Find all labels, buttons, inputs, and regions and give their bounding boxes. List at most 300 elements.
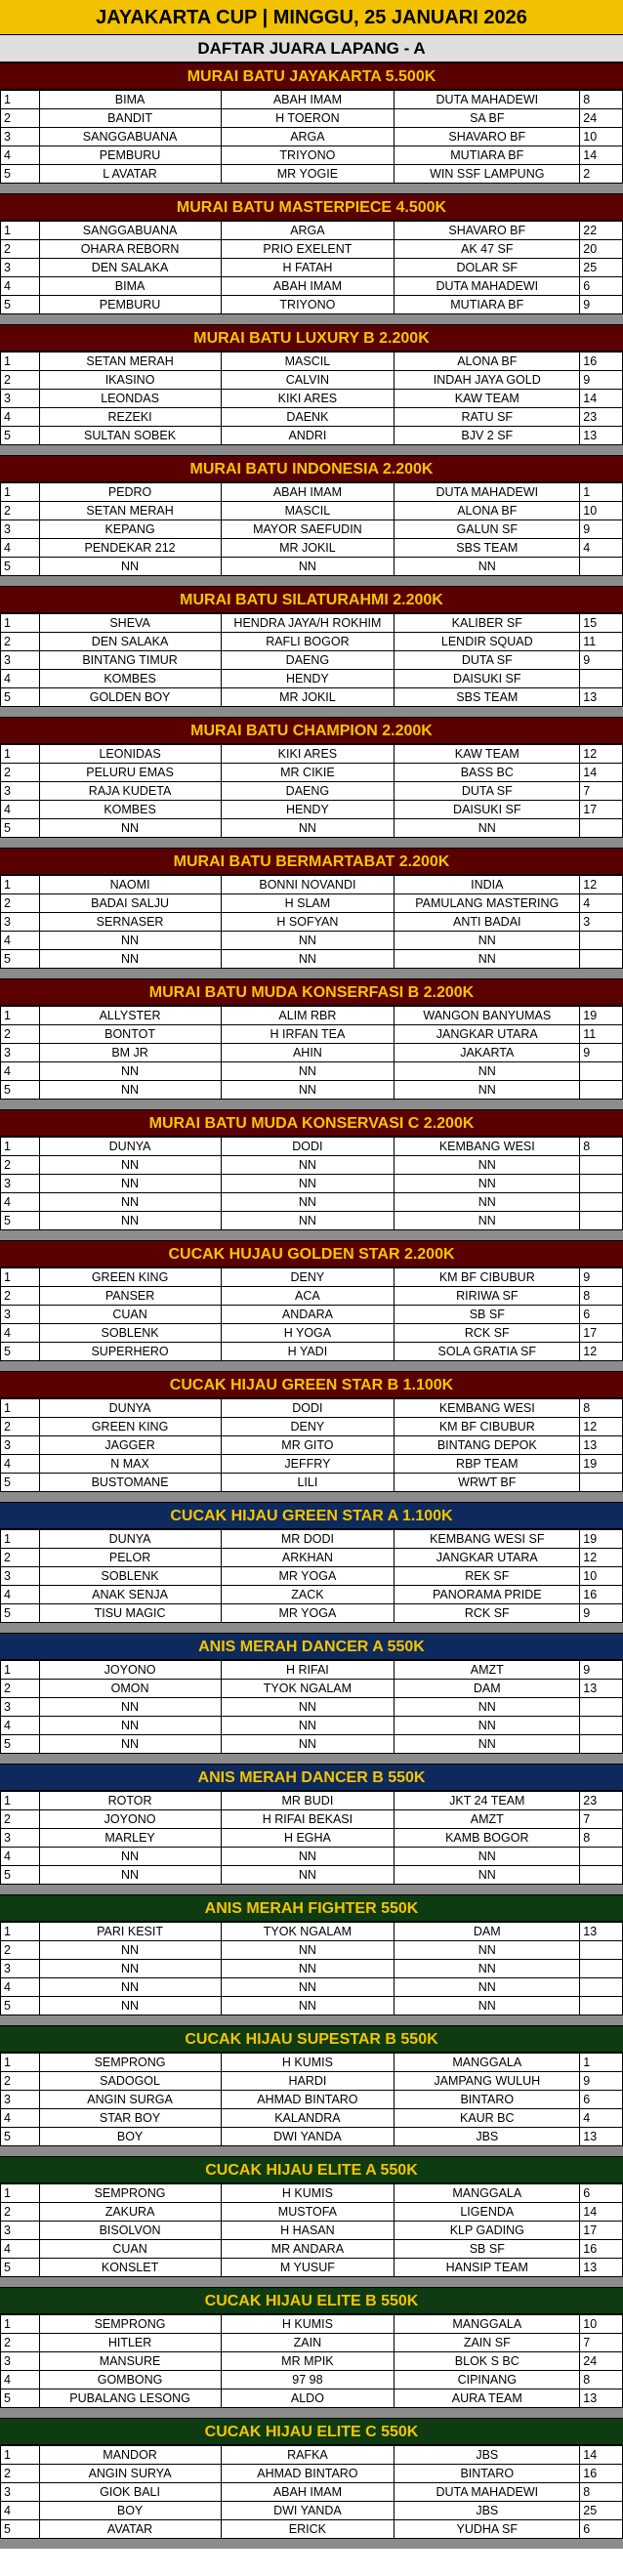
cell-owner: H HASAN bbox=[221, 2222, 395, 2240]
cell-rank: 2 bbox=[1, 240, 40, 259]
table-row bbox=[1, 1455, 623, 1474]
cell-bird: ANGIN SURGA bbox=[39, 2091, 221, 2109]
cell-num: 6 bbox=[580, 277, 623, 296]
cell-owner: RAFLI BOGOR bbox=[221, 633, 395, 651]
table-row bbox=[1, 2203, 623, 2222]
table-row bbox=[1, 277, 623, 296]
cell-owner: H FATAH bbox=[221, 259, 395, 277]
cell-rank: 4 bbox=[1, 932, 40, 950]
table-row bbox=[1, 2240, 623, 2259]
cell-rank: 5 bbox=[1, 296, 40, 314]
cell-num: 16 bbox=[580, 2465, 623, 2483]
cell-owner: NN bbox=[221, 950, 395, 969]
cell-owner: NN bbox=[221, 1212, 395, 1230]
table-row bbox=[1, 688, 623, 707]
cell-rank: 5 bbox=[1, 165, 40, 184]
cell-team: KEMBANG WESI bbox=[395, 1138, 580, 1156]
cell-owner: ABAH IMAM bbox=[221, 277, 395, 296]
cell-owner: AHIN bbox=[221, 1044, 395, 1062]
cell-owner: MR ANDARA bbox=[221, 2240, 395, 2259]
section-divider bbox=[0, 1754, 623, 1764]
cell-num: 13 bbox=[580, 2259, 623, 2277]
table-row bbox=[1, 2483, 623, 2502]
cell-owner: H SOFYAN bbox=[221, 913, 395, 932]
cell-team: SBS TEAM bbox=[395, 539, 580, 558]
cell-num: 14 bbox=[580, 2446, 623, 2465]
cell-num bbox=[580, 950, 623, 969]
cell-rank: 4 bbox=[1, 277, 40, 296]
table-row bbox=[1, 1193, 623, 1212]
cell-owner: ABAH IMAM bbox=[221, 2483, 395, 2502]
cell-team: MUTIARA BF bbox=[395, 296, 580, 314]
table-row bbox=[1, 2389, 623, 2408]
cell-rank: 3 bbox=[1, 1044, 40, 1062]
cell-rank: 5 bbox=[1, 1604, 40, 1623]
cell-num: 17 bbox=[580, 801, 623, 819]
cell-num: 12 bbox=[580, 1549, 623, 1567]
section-title: CUCAK HIJAU ELITE A 550K bbox=[0, 2156, 623, 2183]
cell-team: SHAVARO BF bbox=[395, 128, 580, 146]
cell-team: SHAVARO BF bbox=[395, 222, 580, 240]
table-row bbox=[1, 1866, 623, 1885]
cell-owner: DAENG bbox=[221, 651, 395, 670]
cell-team: JBS bbox=[395, 2502, 580, 2520]
cell-team: DAISUKI SF bbox=[395, 670, 580, 688]
cell-num bbox=[580, 1175, 623, 1193]
cell-rank: 2 bbox=[1, 2203, 40, 2222]
cell-num: 9 bbox=[580, 651, 623, 670]
cell-owner: MR JOKIL bbox=[221, 539, 395, 558]
cell-owner: H RIFAI bbox=[221, 1661, 395, 1680]
cell-num: 14 bbox=[580, 2203, 623, 2222]
section-divider bbox=[0, 838, 623, 848]
table-row bbox=[1, 1941, 623, 1960]
cell-rank: 1 bbox=[1, 1007, 40, 1025]
cell-bird: ROTOR bbox=[39, 1792, 221, 1810]
cell-owner: 97 98 bbox=[221, 2371, 395, 2389]
cell-rank: 5 bbox=[1, 688, 40, 707]
cell-bird: ALLYSTER bbox=[39, 1007, 221, 1025]
cell-rank: 4 bbox=[1, 670, 40, 688]
cell-bird: NN bbox=[39, 1848, 221, 1866]
cell-team: JBS bbox=[395, 2446, 580, 2465]
page-title: JAYAKARTA CUP | MINGGU, 25 JANUARI 2026 bbox=[0, 0, 623, 35]
table-row bbox=[1, 353, 623, 371]
cell-team: BLOK S BC bbox=[395, 2352, 580, 2371]
cell-bird: GREEN KING bbox=[39, 1268, 221, 1287]
results-table bbox=[0, 221, 623, 314]
cell-team: KAUR BC bbox=[395, 2109, 580, 2128]
section-title: MURAI BATU MUDA KONSERVASI C 2.200K bbox=[0, 1109, 623, 1137]
cell-num: 23 bbox=[580, 408, 623, 427]
cell-bird: MANSURE bbox=[39, 2352, 221, 2371]
cell-rank: 5 bbox=[1, 2259, 40, 2277]
table-row bbox=[1, 1848, 623, 1866]
table-row bbox=[1, 539, 623, 558]
cell-num: 9 bbox=[580, 1268, 623, 1287]
table-row bbox=[1, 1418, 623, 1436]
cell-rank: 3 bbox=[1, 2483, 40, 2502]
cell-bird: KEPANG bbox=[39, 520, 221, 539]
cell-team: RIRIWA SF bbox=[395, 1287, 580, 1306]
cell-num: 11 bbox=[580, 633, 623, 651]
table-row bbox=[1, 1829, 623, 1848]
table-row bbox=[1, 2128, 623, 2146]
cell-rank: 5 bbox=[1, 1474, 40, 1492]
cell-team: LENDIR SQUAD bbox=[395, 633, 580, 651]
cell-bird: NN bbox=[39, 932, 221, 950]
cell-team: DUTA MAHADEWI bbox=[395, 483, 580, 502]
section-divider bbox=[0, 1361, 623, 1371]
cell-team: NN bbox=[395, 819, 580, 838]
cell-team: NN bbox=[395, 1156, 580, 1175]
cell-team: INDIA bbox=[395, 876, 580, 894]
page-subtitle: DAFTAR JUARA LAPANG - A bbox=[0, 35, 623, 62]
result-section bbox=[0, 586, 623, 717]
cell-bird: BOY bbox=[39, 2502, 221, 2520]
cell-rank: 4 bbox=[1, 1586, 40, 1604]
cell-team: NN bbox=[395, 1717, 580, 1735]
cell-bird: SUPERHERO bbox=[39, 1343, 221, 1361]
cell-num bbox=[580, 558, 623, 576]
cell-team: DAM bbox=[395, 1680, 580, 1698]
table-row bbox=[1, 651, 623, 670]
section-divider bbox=[0, 2277, 623, 2287]
cell-bird: JAGGER bbox=[39, 1436, 221, 1455]
cell-team: BASS BC bbox=[395, 764, 580, 782]
cell-rank: 1 bbox=[1, 1661, 40, 1680]
cell-bird: BISOLVON bbox=[39, 2222, 221, 2240]
cell-bird: KOMBES bbox=[39, 801, 221, 819]
section-divider bbox=[0, 1623, 623, 1633]
results-table bbox=[0, 1398, 623, 1492]
cell-team: SB SF bbox=[395, 1306, 580, 1324]
cell-num: 22 bbox=[580, 222, 623, 240]
cell-bird: PEDRO bbox=[39, 483, 221, 502]
cell-owner: ALIM RBR bbox=[221, 1007, 395, 1025]
cell-bird: BADAI SALJU bbox=[39, 894, 221, 913]
table-row bbox=[1, 1735, 623, 1754]
cell-rank: 3 bbox=[1, 651, 40, 670]
cell-team: KALIBER SF bbox=[395, 614, 580, 633]
table-row bbox=[1, 222, 623, 240]
results-table bbox=[0, 1529, 623, 1623]
cell-owner: NN bbox=[221, 1698, 395, 1717]
cell-rank: 4 bbox=[1, 146, 40, 165]
table-row bbox=[1, 502, 623, 520]
cell-owner: NN bbox=[221, 1062, 395, 1081]
cell-team: DUTA SF bbox=[395, 651, 580, 670]
cell-num: 6 bbox=[580, 1306, 623, 1324]
cell-rank: 5 bbox=[1, 1081, 40, 1100]
cell-bird: SOBLENK bbox=[39, 1567, 221, 1586]
cell-team: AMZT bbox=[395, 1661, 580, 1680]
results-table bbox=[0, 1922, 623, 2015]
cell-bird: BANDIT bbox=[39, 109, 221, 128]
result-section bbox=[0, 1633, 623, 1764]
table-row bbox=[1, 1997, 623, 2015]
table-row bbox=[1, 2184, 623, 2203]
cell-rank: 4 bbox=[1, 1717, 40, 1735]
cell-rank: 1 bbox=[1, 353, 40, 371]
cell-bird: DUNYA bbox=[39, 1138, 221, 1156]
cell-team: SB SF bbox=[395, 2240, 580, 2259]
cell-team: BINTARO bbox=[395, 2091, 580, 2109]
section-divider bbox=[0, 707, 623, 717]
cell-rank: 4 bbox=[1, 1324, 40, 1343]
cell-owner: ANDARA bbox=[221, 1306, 395, 1324]
cell-owner: NN bbox=[221, 1941, 395, 1960]
cell-bird: N MAX bbox=[39, 1455, 221, 1474]
cell-bird: NN bbox=[39, 1193, 221, 1212]
cell-num bbox=[580, 1848, 623, 1866]
cell-owner: NN bbox=[221, 1175, 395, 1193]
results-table bbox=[0, 613, 623, 707]
cell-bird: GOLDEN BOY bbox=[39, 688, 221, 707]
section-title: CUCAK HIJAU ELITE B 550K bbox=[0, 2287, 623, 2314]
cell-bird: STAR BOY bbox=[39, 2109, 221, 2128]
cell-owner: ACA bbox=[221, 1287, 395, 1306]
table-row bbox=[1, 1175, 623, 1193]
cell-team: MANGGALA bbox=[395, 2315, 580, 2334]
cell-rank: 4 bbox=[1, 1062, 40, 1081]
cell-team: DAM bbox=[395, 1923, 580, 1941]
table-row bbox=[1, 1138, 623, 1156]
cell-bird: BOY bbox=[39, 2128, 221, 2146]
table-row bbox=[1, 801, 623, 819]
cell-num: 25 bbox=[580, 2502, 623, 2520]
cell-bird: KONSLET bbox=[39, 2259, 221, 2277]
cell-team: BINTARO bbox=[395, 2465, 580, 2483]
cell-owner: MR JOKIL bbox=[221, 688, 395, 707]
table-row bbox=[1, 520, 623, 539]
result-section bbox=[0, 1371, 623, 1502]
table-row bbox=[1, 2446, 623, 2465]
cell-owner: KIKI ARES bbox=[221, 390, 395, 408]
cell-owner: ALDO bbox=[221, 2389, 395, 2408]
section-title: ANIS MERAH FIGHTER 550K bbox=[0, 1894, 623, 1922]
cell-bird: NN bbox=[39, 1698, 221, 1717]
cell-num: 9 bbox=[580, 296, 623, 314]
cell-team: MANGGALA bbox=[395, 2184, 580, 2203]
cell-owner: DAENK bbox=[221, 408, 395, 427]
cell-team: NN bbox=[395, 932, 580, 950]
table-row bbox=[1, 782, 623, 801]
table-row bbox=[1, 1604, 623, 1623]
table-row bbox=[1, 1306, 623, 1324]
cell-num: 23 bbox=[580, 1792, 623, 1810]
cell-rank: 3 bbox=[1, 782, 40, 801]
cell-owner: MR YOGIE bbox=[221, 165, 395, 184]
cell-rank: 5 bbox=[1, 2520, 40, 2539]
cell-team: NN bbox=[395, 1175, 580, 1193]
cell-num bbox=[580, 1866, 623, 1885]
cell-rank: 3 bbox=[1, 1567, 40, 1586]
cell-owner: MR GITO bbox=[221, 1436, 395, 1455]
table-row bbox=[1, 1474, 623, 1492]
table-row bbox=[1, 2502, 623, 2520]
results-table bbox=[0, 1267, 623, 1361]
cell-owner: AHMAD BINTARO bbox=[221, 2091, 395, 2109]
cell-num: 13 bbox=[580, 688, 623, 707]
cell-owner: H EGHA bbox=[221, 1829, 395, 1848]
cell-bird: SANGGABUANA bbox=[39, 128, 221, 146]
cell-team: KAMB BOGOR bbox=[395, 1829, 580, 1848]
cell-rank: 1 bbox=[1, 614, 40, 633]
section-title: MURAI BATU LUXURY B 2.200K bbox=[0, 324, 623, 352]
section-title: ANIS MERAH DANCER B 550K bbox=[0, 1764, 623, 1791]
cell-rank: 1 bbox=[1, 483, 40, 502]
table-row bbox=[1, 1549, 623, 1567]
table-row bbox=[1, 614, 623, 633]
result-section bbox=[0, 1764, 623, 1894]
cell-owner: BONNI NOVANDI bbox=[221, 876, 395, 894]
cell-team: NN bbox=[395, 1997, 580, 2015]
section-title: MURAI BATU MASTERPIECE 4.500K bbox=[0, 193, 623, 221]
cell-team: AK 47 SF bbox=[395, 240, 580, 259]
cell-num: 16 bbox=[580, 2240, 623, 2259]
cell-team: NN bbox=[395, 1941, 580, 1960]
table-row bbox=[1, 390, 623, 408]
cell-rank: 1 bbox=[1, 1923, 40, 1941]
cell-bird: DUNYA bbox=[39, 1399, 221, 1418]
cell-team: WIN SSF LAMPUNG bbox=[395, 165, 580, 184]
cell-num bbox=[580, 1941, 623, 1960]
cell-num: 4 bbox=[580, 2109, 623, 2128]
table-row bbox=[1, 819, 623, 838]
cell-num: 10 bbox=[580, 2315, 623, 2334]
cell-bird: NN bbox=[39, 1062, 221, 1081]
cell-rank: 5 bbox=[1, 1997, 40, 2015]
cell-num: 19 bbox=[580, 1455, 623, 1474]
cell-num: 9 bbox=[580, 1604, 623, 1623]
table-row bbox=[1, 1212, 623, 1230]
cell-bird: CUAN bbox=[39, 1306, 221, 1324]
table-row bbox=[1, 1287, 623, 1306]
cell-owner: NN bbox=[221, 932, 395, 950]
section-title: MURAI BATU CHAMPION 2.200K bbox=[0, 717, 623, 744]
cell-owner: ANDRI bbox=[221, 427, 395, 445]
cell-num: 12 bbox=[580, 745, 623, 764]
results-table bbox=[0, 2183, 623, 2277]
cell-num: 12 bbox=[580, 1343, 623, 1361]
cell-rank: 4 bbox=[1, 801, 40, 819]
table-row bbox=[1, 1062, 623, 1081]
cell-team: JAKARTA bbox=[395, 1044, 580, 1062]
cell-num bbox=[580, 1193, 623, 1212]
cell-owner: NN bbox=[221, 1848, 395, 1866]
result-section bbox=[0, 848, 623, 978]
cell-rank: 1 bbox=[1, 876, 40, 894]
cell-num bbox=[580, 1960, 623, 1978]
table-row bbox=[1, 1156, 623, 1175]
table-row bbox=[1, 1661, 623, 1680]
cell-rank: 1 bbox=[1, 91, 40, 109]
section-title: CUCAK HIJAU GREEN STAR B 1.100K bbox=[0, 1371, 623, 1398]
cell-bird: NN bbox=[39, 1735, 221, 1754]
cell-num: 2 bbox=[580, 165, 623, 184]
cell-bird: NAOMI bbox=[39, 876, 221, 894]
cell-owner: H KUMIS bbox=[221, 2184, 395, 2203]
section-title: CUCAK HIJAU ELITE C 550K bbox=[0, 2418, 623, 2445]
cell-owner: NN bbox=[221, 1978, 395, 1997]
cell-bird: NN bbox=[39, 558, 221, 576]
cell-num: 16 bbox=[580, 1586, 623, 1604]
cell-rank: 1 bbox=[1, 222, 40, 240]
cell-bird: GOMBONG bbox=[39, 2371, 221, 2389]
cell-bird: PUBALANG LESONG bbox=[39, 2389, 221, 2408]
cell-bird: NN bbox=[39, 1717, 221, 1735]
cell-rank: 3 bbox=[1, 2222, 40, 2240]
cell-team: NN bbox=[395, 1978, 580, 1997]
cell-team: BJV 2 SF bbox=[395, 427, 580, 445]
table-row bbox=[1, 950, 623, 969]
cell-team: KAW TEAM bbox=[395, 390, 580, 408]
cell-rank: 2 bbox=[1, 764, 40, 782]
cell-team: INDAH JAYA GOLD bbox=[395, 371, 580, 390]
cell-num: 8 bbox=[580, 2371, 623, 2389]
cell-rank: 5 bbox=[1, 950, 40, 969]
cell-owner: NN bbox=[221, 1997, 395, 2015]
cell-num: 17 bbox=[580, 1324, 623, 1343]
cell-owner: MR YOGA bbox=[221, 1604, 395, 1623]
table-row bbox=[1, 1436, 623, 1455]
cell-rank: 3 bbox=[1, 520, 40, 539]
cell-team: KM BF CIBUBUR bbox=[395, 1418, 580, 1436]
table-row bbox=[1, 240, 623, 259]
cell-num bbox=[580, 1062, 623, 1081]
cell-owner: DAENG bbox=[221, 782, 395, 801]
results-table bbox=[0, 2445, 623, 2539]
cell-owner: DWI YANDA bbox=[221, 2128, 395, 2146]
cell-num: 4 bbox=[580, 894, 623, 913]
cell-num: 25 bbox=[580, 259, 623, 277]
cell-owner: LILI bbox=[221, 1474, 395, 1492]
table-row bbox=[1, 2222, 623, 2240]
table-row bbox=[1, 128, 623, 146]
cell-owner: NN bbox=[221, 819, 395, 838]
cell-team: DOLAR SF bbox=[395, 259, 580, 277]
cell-rank: 2 bbox=[1, 1810, 40, 1829]
section-divider bbox=[0, 969, 623, 978]
cell-owner: HENDRA JAYA/H ROKHIM bbox=[221, 614, 395, 633]
cell-num bbox=[580, 1474, 623, 1492]
cell-bird: CUAN bbox=[39, 2240, 221, 2259]
table-row bbox=[1, 259, 623, 277]
cell-team: JANGKAR UTARA bbox=[395, 1549, 580, 1567]
cell-owner: NN bbox=[221, 1960, 395, 1978]
cell-rank: 5 bbox=[1, 558, 40, 576]
cell-owner: NN bbox=[221, 1735, 395, 1754]
results-table bbox=[0, 482, 623, 576]
cell-team: NN bbox=[395, 950, 580, 969]
table-row bbox=[1, 483, 623, 502]
cell-owner: TRIYONO bbox=[221, 296, 395, 314]
cell-bird: SEMPRONG bbox=[39, 2054, 221, 2072]
result-section bbox=[0, 1109, 623, 1240]
cell-num: 7 bbox=[580, 2334, 623, 2352]
result-section bbox=[0, 1240, 623, 1371]
cell-owner: H YADI bbox=[221, 1343, 395, 1361]
section-title: CUCAK HUJAU GOLDEN STAR 2.200K bbox=[0, 1240, 623, 1267]
table-row bbox=[1, 91, 623, 109]
cell-bird: SETAN MERAH bbox=[39, 502, 221, 520]
table-row bbox=[1, 2091, 623, 2109]
table-row bbox=[1, 2315, 623, 2334]
cell-owner: MR CIKIE bbox=[221, 764, 395, 782]
cell-rank: 1 bbox=[1, 2184, 40, 2203]
table-row bbox=[1, 764, 623, 782]
